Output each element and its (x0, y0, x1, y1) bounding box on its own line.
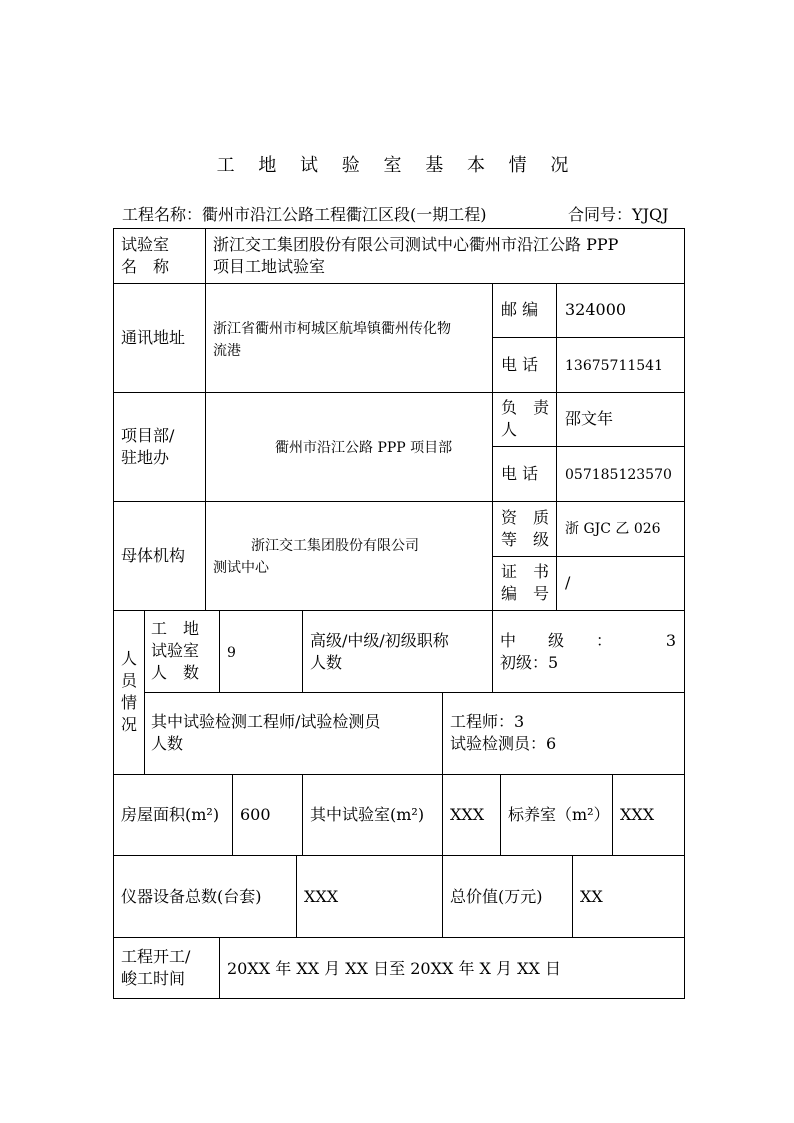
parent-org-label: 母体机构 (121, 546, 186, 565)
parent-org-value: 浙江交工集团股份有限公司 测试中心 (213, 538, 419, 576)
project-dept-value: 衢州市沿江公路 PPP 项目部 (275, 440, 453, 456)
rule (113, 610, 684, 611)
manager-label: 负 责 人 (501, 398, 550, 439)
dept-phone-label: 电 话 (501, 464, 539, 483)
rule (113, 228, 684, 229)
rule (684, 228, 685, 999)
rule (612, 774, 613, 855)
rule (492, 610, 493, 692)
curing-room-label: 标养室（m²） (508, 805, 610, 824)
qualification-value: 浙 GJC 乙 026 (565, 521, 661, 537)
mid-level-value: 3 (665, 631, 676, 650)
rule (113, 855, 684, 856)
equipment-total-value: XX (580, 887, 603, 906)
lab-staff-count-value: 9 (227, 645, 236, 661)
equipment-total-label: 总价值(万元) (450, 887, 543, 906)
page-title: 工 地 试 验 室 基 本 情 况 (216, 155, 578, 176)
rule (113, 228, 114, 999)
rule (144, 610, 145, 774)
project-name-line (122, 207, 487, 223)
rule (302, 774, 303, 855)
rule (492, 283, 493, 610)
certificate-label: 证 书 编 号 (501, 562, 550, 603)
rule (556, 283, 557, 610)
rule (492, 446, 684, 447)
rule (572, 855, 573, 937)
project-dept-label: 项目部/ 驻地办 (121, 426, 175, 467)
rule (296, 855, 297, 937)
rule (113, 283, 684, 284)
project-name: 衢州市沿江公路工程衢江区段(一期工程) (202, 205, 487, 224)
dept-phone-value: 057185123570 (565, 467, 672, 483)
address-value: 浙江省衢州市柯城区航埠镇衢州传化物 流港 (213, 321, 451, 359)
contract-label: 合同号： (568, 205, 633, 224)
rule (113, 774, 684, 775)
rule (205, 228, 206, 610)
qualification-label: 资 质 等 级 (501, 508, 550, 549)
lab-staff-count-label: 工 地 试验室 人 数 (151, 619, 200, 682)
manager-value: 邵文年 (565, 409, 614, 428)
rule (232, 774, 233, 855)
rule (113, 937, 684, 938)
address-label: 通讯地址 (121, 328, 186, 347)
rule (113, 998, 684, 999)
title-count-label: 高级/中级/初级职称 人数 (310, 631, 449, 672)
project-label: 工程名称： (122, 205, 203, 224)
contract-number: YJQJ (632, 205, 669, 224)
engineer-count-label: 其中试验检测工程师/试验检测员 人数 (151, 712, 381, 753)
rule (492, 337, 684, 338)
rule (113, 501, 684, 502)
junior-level-value: 初级：5 (500, 653, 559, 672)
title-count-values (500, 630, 676, 674)
personnel-section-label: 人 员 情 况 (121, 649, 138, 734)
schedule-label: 工程开工/ 峻工时间 (121, 947, 191, 988)
equipment-count-label: 仪器设备总数(台套) (121, 887, 262, 906)
postcode-label: 邮 编 (501, 300, 539, 319)
rule (442, 692, 443, 774)
lab-area-label: 其中试验室(m²) (310, 805, 425, 824)
equipment-count-value: XXX (304, 887, 339, 906)
curing-room-value: XXX (620, 805, 655, 824)
rule (492, 556, 684, 557)
address-phone-label: 电 话 (501, 355, 539, 374)
rule (219, 610, 220, 692)
address-phone-value: 13675711541 (565, 358, 663, 374)
engineer-count-values: 工程师：3 试验检测员：6 (450, 712, 557, 753)
postcode-value: 324000 (565, 300, 627, 319)
rule (113, 392, 684, 393)
rule (219, 937, 220, 998)
rule (144, 692, 684, 693)
lab-name-label: 试验室 名 称 (121, 235, 170, 276)
floor-area-label: 房屋面积(m²) (121, 805, 220, 824)
rule (442, 774, 443, 855)
mid-level-label: 中 级 ： (500, 631, 613, 650)
rule (442, 855, 443, 937)
lab-name-value: 浙江交工集团股份有限公司测试中心衢州市沿江公路 PPP 项目工地试验室 (213, 235, 619, 276)
contract-line (568, 207, 669, 223)
certificate-value: / (565, 573, 571, 592)
rule (302, 610, 303, 692)
rule (500, 774, 501, 855)
floor-area-value: 600 (240, 805, 271, 824)
schedule-value: 20XX 年 XX 月 XX 日至 20XX 年 X 月 XX 日 (227, 959, 561, 978)
lab-area-value: XXX (450, 805, 485, 824)
